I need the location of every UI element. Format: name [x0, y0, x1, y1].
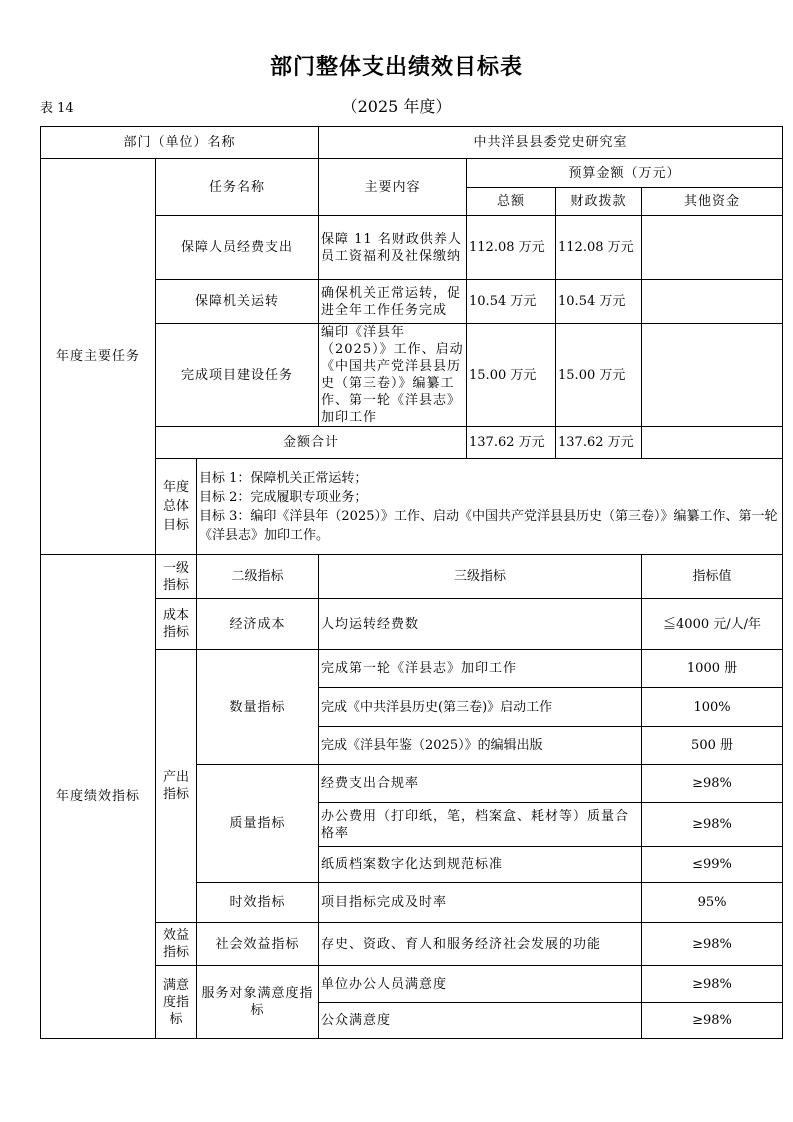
indicator-value: ≥98% — [642, 923, 783, 966]
task-other — [642, 216, 783, 280]
satisfaction-indicator-label: 满意度指标 — [156, 966, 197, 1039]
output-indicator-label: 产出指标 — [156, 650, 197, 923]
other-header: 其他资金 — [642, 188, 783, 216]
unit-label: 部门（单位）名称 — [41, 127, 319, 159]
level3-indicator: 公众满意度 — [319, 1003, 642, 1039]
fiscal-header: 财政拨款 — [556, 188, 642, 216]
task-other — [642, 324, 783, 427]
indicator-value: ≦4000 元/人/年 — [642, 599, 783, 650]
level3-indicator: 人均运转经费数 — [319, 599, 642, 650]
goal-item: 目标 1：保障机关正常运转； — [199, 470, 368, 486]
unit-name: 中共洋县县委党史研究室 — [319, 127, 783, 159]
task-fiscal: 15.00 万元 — [556, 324, 642, 427]
level2-indicator: 经济成本 — [197, 599, 319, 650]
task-fiscal: 10.54 万元 — [556, 280, 642, 324]
level3-indicator: 完成《洋县年鉴（2025）》的编辑出版 — [319, 727, 642, 765]
level3-indicator: 纸质档案数字化达到规范标准 — [319, 847, 642, 883]
indicator-value: 500 册 — [642, 727, 783, 765]
tasks-section-label: 年度主要任务 — [41, 159, 156, 555]
page-title: 部门整体支出绩效目标表 — [269, 55, 523, 80]
level2-indicator: 质量指标 — [197, 765, 319, 883]
table-number: 表 14 — [40, 101, 74, 116]
indicator-value: ≥98% — [642, 966, 783, 1003]
indicator-value: 1000 册 — [642, 650, 783, 688]
sum-other — [642, 427, 783, 459]
sum-label: 金额合计 — [156, 427, 467, 459]
total-header: 总额 — [467, 188, 556, 216]
benefit-indicator-label: 效益指标 — [156, 923, 197, 966]
task-name: 完成项目建设任务 — [156, 324, 319, 427]
overall-goal-label: 年度 总体 目标 — [156, 459, 197, 555]
task-name: 保障人员经费支出 — [156, 216, 319, 280]
goal-item: 目标 2：完成履职专项业务； — [199, 489, 368, 505]
goal-item: 目标 3：编印《洋县年（2025）》工作、启动《中国共产党洋县县历史（第三卷）》编纂工作、第一轮《洋县志》加印工作。 — [199, 508, 778, 543]
level3-indicator: 项目指标完成及时率 — [319, 883, 642, 923]
performance-table — [40, 126, 783, 1039]
task-name: 保障机关运转 — [156, 280, 319, 324]
level3-indicator: 完成《中共洋县历史(第三卷)》启动工作 — [319, 688, 642, 727]
level3-header: 三级指标 — [319, 555, 642, 599]
task-other — [642, 280, 783, 324]
sum-total: 137.62 万元 — [467, 427, 556, 459]
indicator-value: ≥98% — [642, 803, 783, 847]
level3-indicator: 存史、资政、育人和服务经济社会发展的功能 — [319, 923, 642, 966]
overall-goals — [197, 459, 783, 555]
value-header: 指标值 — [642, 555, 783, 599]
task-total: 15.00 万元 — [467, 324, 556, 427]
task-fiscal: 112.08 万元 — [556, 216, 642, 280]
level3-indicator: 完成第一轮《洋县志》加印工作 — [319, 650, 642, 688]
task-total: 112.08 万元 — [467, 216, 556, 280]
level2-indicator: 社会效益指标 — [197, 923, 319, 966]
level2-indicator: 时效指标 — [197, 883, 319, 923]
task-content: 编印《洋县年（2025）》工作、启动《中国共产党洋县县历史（第三卷）》编纂工作、第一轮《洋县志》加印工作 — [319, 324, 467, 427]
indicators-section-label: 年度绩效指标 — [41, 555, 156, 1039]
indicator-value: 95% — [642, 883, 783, 923]
level1-header: 一级指标 — [156, 555, 197, 599]
indicator-value: 100% — [642, 688, 783, 727]
level3-indicator: 办公费用（打印纸，笔，档案盒、耗材等）质量合格率 — [319, 803, 642, 847]
task-total: 10.54 万元 — [467, 280, 556, 324]
level2-indicator: 服务对象满意度指标 — [197, 966, 319, 1039]
task-content: 保障 11 名财政供养人员工资福利及社保缴纳 — [319, 216, 467, 280]
level2-indicator: 数量指标 — [197, 650, 319, 765]
year-label: （2025 年度） — [341, 97, 452, 116]
task-content: 确保机关正常运转，促进全年工作任务完成 — [319, 280, 467, 324]
level2-header: 二级指标 — [197, 555, 319, 599]
sum-fiscal: 137.62 万元 — [556, 427, 642, 459]
indicator-value: ≤99% — [642, 847, 783, 883]
indicator-value: ≥98% — [642, 1003, 783, 1039]
budget-header: 预算金额（万元） — [467, 159, 783, 188]
level3-indicator: 单位办公人员满意度 — [319, 966, 642, 1003]
task-name-header: 任务名称 — [156, 159, 319, 216]
cost-indicator-label: 成本指标 — [156, 599, 197, 650]
indicator-value: ≥98% — [642, 765, 783, 803]
task-content-header: 主要内容 — [319, 159, 467, 216]
level3-indicator: 经费支出合规率 — [319, 765, 642, 803]
